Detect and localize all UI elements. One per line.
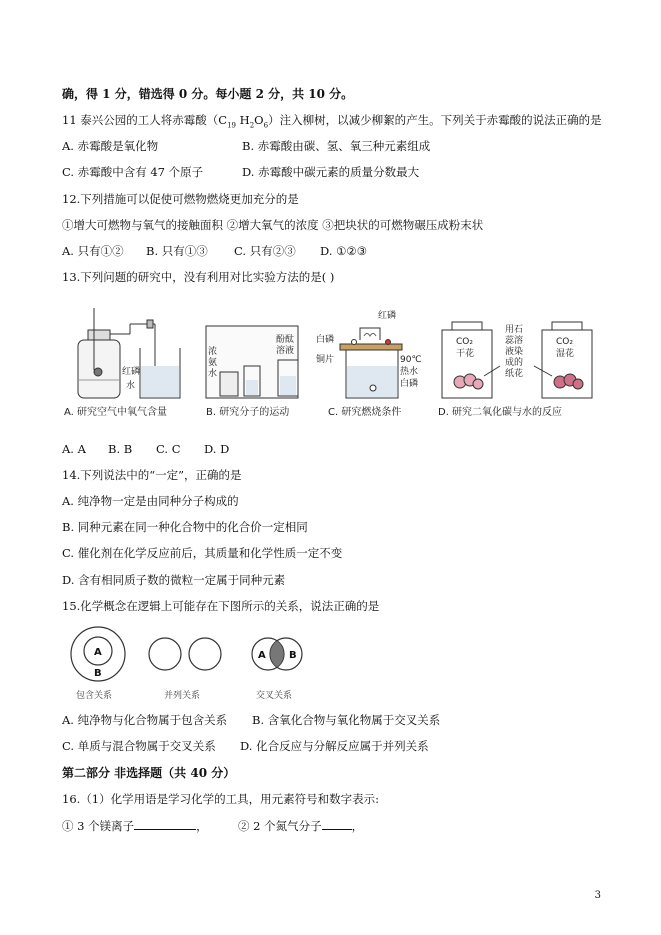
q16-item1-blank[interactable] <box>134 817 196 830</box>
label-d-co2b: CO₂ <box>556 337 573 347</box>
parallel-circle-left <box>149 638 181 670</box>
label-c-temp: 90℃ <box>400 355 422 365</box>
label-d-mid5: 纸花 <box>505 369 524 379</box>
label-d-dry: 干花 <box>456 349 475 359</box>
q14-stem: 14.下列说法中的“一定”，正确的是 <box>62 468 242 482</box>
caption-containment: 包含关系 <box>76 691 113 701</box>
q11-sub2: 2 <box>249 121 255 130</box>
cross-a: A <box>258 650 266 661</box>
caption-cross: 交叉关系 <box>256 691 293 701</box>
q11-stem-post: ）注入柳树，以减少柳絮的产生。下列关于赤霉酸的说法正确的是 <box>268 113 602 127</box>
label-a-red: 红磷 <box>122 367 141 377</box>
caption-parallel: 并列关系 <box>164 691 201 701</box>
q11-sub1: 19 <box>227 121 237 130</box>
label-d-co2a: CO₂ <box>456 337 473 347</box>
q13-stem: 13.下列问题的研究中，没有利用对比实验方法的是( ) <box>62 270 335 284</box>
q14-option-b: B. 同种元素在同一种化合物中的化合价一定相同 <box>62 520 308 534</box>
label-d-wet: 湿花 <box>556 349 575 359</box>
q15-option-b: B. 含氧化合物与氧化物属于交叉关系 <box>252 713 441 727</box>
label-b3: 水 <box>208 369 218 379</box>
label-c-hot: 热水 <box>400 367 419 377</box>
containment-b: B <box>94 668 102 679</box>
q11-option-b: B. 赤霉酸由碳、氢、氧三种元素组成 <box>242 139 431 153</box>
q11-option-d: D. 赤霉酸中碳元素的质量分数最大 <box>242 165 420 179</box>
caption-b: B. 研究分子的运动 <box>206 407 290 418</box>
q12-option-a: A. 只有①② <box>62 244 124 258</box>
q12-stem: 12.下列措施可以促使可燃物燃烧更加充分的是 <box>62 192 299 206</box>
apparatus-c <box>340 328 402 398</box>
q16-item1-end: ， <box>196 819 208 833</box>
q13-option-d: D. D <box>204 442 230 456</box>
label-c-white2: 白磷 <box>400 379 419 389</box>
label-d-mid3: 液染 <box>505 347 524 357</box>
label-b2: 氨 <box>208 358 218 368</box>
q16-stem: 16.（1）化学用语是学习化学的工具，用元素符号和数字表示: <box>62 792 379 806</box>
q15-option-a: A. 纯净物与化合物属于包含关系 <box>62 713 228 727</box>
label-b-phenol2: 溶液 <box>276 346 295 356</box>
q11-mid: H <box>236 113 250 127</box>
label-c-white: 白磷 <box>316 335 335 345</box>
q12-option-d: D. ①②③ <box>320 244 368 258</box>
q16-item2-text: ② 2 个氮气分子 <box>238 819 322 833</box>
q14-option-a: A. 纯净物一定是由同种分子构成的 <box>62 494 239 508</box>
q12-option-c: C. 只有②③ <box>234 244 296 258</box>
label-a-water: 水 <box>126 381 136 391</box>
cross-b: B <box>289 650 297 661</box>
caption-c: C. 研究燃烧条件 <box>328 407 402 418</box>
q15-figure <box>60 624 320 704</box>
q16-item1 <box>62 817 208 834</box>
parallel-circle-right <box>189 638 221 670</box>
part2-heading: 第二部分 非选择题（共 40 分） <box>62 766 236 780</box>
q11-option-c: C. 赤霉酸中含有 47 个原子 <box>62 165 204 179</box>
q12-option-b: B. 只有①③ <box>146 244 208 258</box>
q16-item2 <box>238 817 363 834</box>
q16-item2-blank[interactable] <box>322 817 352 830</box>
q15-option-c: C. 单质与混合物属于交叉关系 <box>62 739 216 753</box>
q14-option-d: D. 含有相同质子数的微粒一定属于同种元素 <box>62 573 286 587</box>
q12-measures: ①增大可燃物与氧气的接触面积 ②增大氧气的浓度 ③把块状的可燃物碾压成粉末状 <box>62 218 484 232</box>
label-c-red: 红磷 <box>378 311 397 321</box>
caption-a: A. 研究空气中氧气含量 <box>64 407 168 418</box>
q14-option-c: C. 催化剂在化学反应前后，其质量和化学性质一定不变 <box>62 546 343 560</box>
q11-stem <box>62 112 602 133</box>
q13-option-c: C. C <box>156 442 181 456</box>
label-d-mid1: 用石 <box>505 325 524 335</box>
label-b1: 浓 <box>208 347 218 357</box>
label-d-mid2: 蕊溶 <box>505 336 524 346</box>
q16-item2-end: ， <box>351 819 364 833</box>
q16-item1-text: ① 3 个镁离子 <box>62 819 135 833</box>
q15-stem: 15.化学概念在逻辑上可能存在下图所示的关系，说法正确的是 <box>62 599 380 613</box>
q11-o: O <box>254 113 264 127</box>
q13-option-a: A. A <box>62 442 86 456</box>
q11-stem-pre: 11 泰兴公园的工人将赤霉酸（C <box>62 113 228 127</box>
intro-line: 确，得 1 分，错选得 0 分。每小题 2 分，共 10 分。 <box>62 87 354 101</box>
label-d-mid4: 成的 <box>505 358 524 368</box>
label-b-phenol1: 酚酞 <box>276 335 295 345</box>
label-c-copper: 铜片 <box>316 355 335 365</box>
q13-figure <box>60 300 600 422</box>
q13-option-b: B. B <box>108 442 133 456</box>
caption-d: D. 研究二氧化碳与水的反应 <box>438 407 563 418</box>
page-number: 3 <box>594 890 601 901</box>
containment-a: A <box>94 647 102 658</box>
q15-option-d: D. 化合反应与分解反应属于并列关系 <box>240 739 429 753</box>
q11-option-a: A. 赤霉酸是氧化物 <box>62 139 159 153</box>
q11-sub3: 6 <box>263 121 269 130</box>
